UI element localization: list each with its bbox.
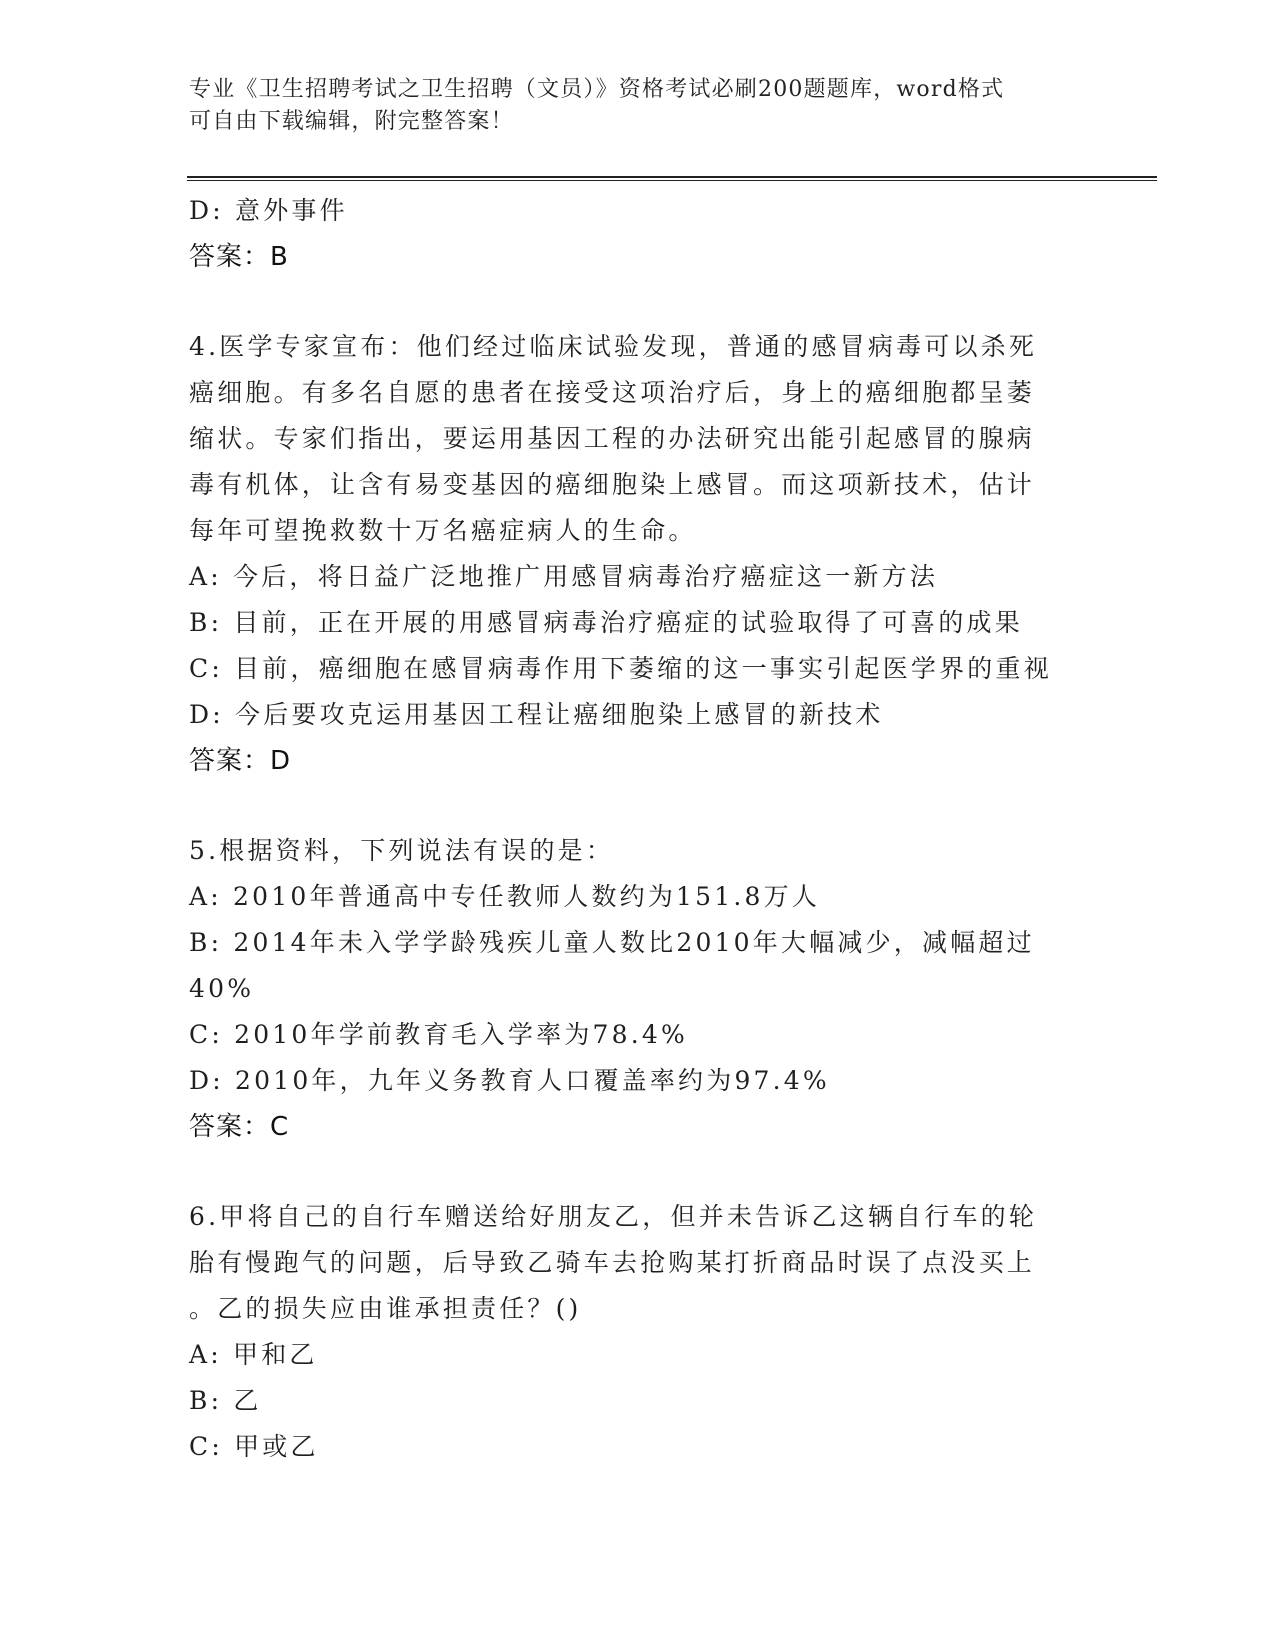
question-stem-line: 6.甲将自己的自行车赠送给好朋友乙，但并未告诉乙这辆自行车的轮 bbox=[189, 1202, 1038, 1231]
question-stem-line: 癌细胞。有多名自愿的患者在接受这项治疗后，身上的癌细胞都呈萎 bbox=[189, 378, 1036, 407]
document-header bbox=[189, 74, 1069, 138]
question-stem-line: 每年可望挽救数十万名癌症病人的生命。 bbox=[189, 516, 697, 545]
header-title-line2: 可自由下载编辑，附完整答案！ bbox=[189, 109, 514, 134]
option-a: A: 甲和乙 bbox=[189, 1340, 318, 1369]
option-a: A: 今后，将日益广泛地推广用感冒病毒治疗癌症这一新方法 bbox=[189, 562, 939, 591]
question-stem-line: 4.医学专家宣布：他们经过临床试验发现，普通的感冒病毒可以杀死 bbox=[189, 332, 1038, 361]
answer-line: 答案：B bbox=[189, 242, 289, 272]
question-6 bbox=[189, 1194, 1089, 1470]
option-b: B: 2014年未入学学龄残疾儿童人数比2010年大幅减少，减幅超过 bbox=[189, 928, 1035, 957]
spacer bbox=[189, 1150, 1089, 1194]
question-content bbox=[189, 188, 1089, 1470]
option-b: B: 目前，正在开展的用感冒病毒治疗癌症的试验取得了可喜的成果 bbox=[189, 608, 1023, 637]
answer-line: 答案：D bbox=[189, 746, 292, 776]
option-d: D: 今后要攻克运用基因工程让癌细胞染上感冒的新技术 bbox=[189, 700, 884, 729]
option-c: C: 2010年学前教育毛入学率为78.4% bbox=[189, 1020, 688, 1049]
option-b: B: 乙 bbox=[189, 1386, 262, 1415]
spacer bbox=[189, 784, 1089, 828]
header-title-line1: 专业《卫生招聘考试之卫生招聘（文员）》资格考试必刷200题题库，word格式 bbox=[189, 77, 1005, 102]
question-5 bbox=[189, 828, 1089, 1150]
header-divider bbox=[187, 176, 1157, 181]
option-b-continued: 40% bbox=[189, 974, 255, 1003]
question-3 bbox=[189, 188, 1089, 280]
question-stem-line: 胎有慢跑气的问题，后导致乙骑车去抢购某打折商品时误了点没买上 bbox=[189, 1248, 1036, 1277]
option-d: D: 2010年，九年义务教育人口覆盖率约为97.4% bbox=[189, 1066, 830, 1095]
option-c: C: 甲或乙 bbox=[189, 1432, 319, 1461]
option-d: D: 意外事件 bbox=[189, 196, 348, 225]
option-a: A: 2010年普通高中专任教师人数约为151.8万人 bbox=[189, 882, 821, 911]
spacer bbox=[189, 280, 1089, 324]
option-c: C: 目前，癌细胞在感冒病毒作用下萎缩的这一事实引起医学界的重视 bbox=[189, 654, 1052, 683]
answer-line: 答案：C bbox=[189, 1112, 290, 1142]
question-stem-line: 缩状。专家们指出，要运用基因工程的办法研究出能引起感冒的腺病 bbox=[189, 424, 1036, 453]
question-stem-line: 。乙的损失应由谁承担责任？() bbox=[189, 1294, 582, 1323]
question-4 bbox=[189, 324, 1089, 784]
question-stem-line: 5.根据资料，下列说法有误的是： bbox=[189, 836, 615, 865]
question-stem-line: 毒有机体，让含有易变基因的癌细胞染上感冒。而这项新技术，估计 bbox=[189, 470, 1036, 499]
